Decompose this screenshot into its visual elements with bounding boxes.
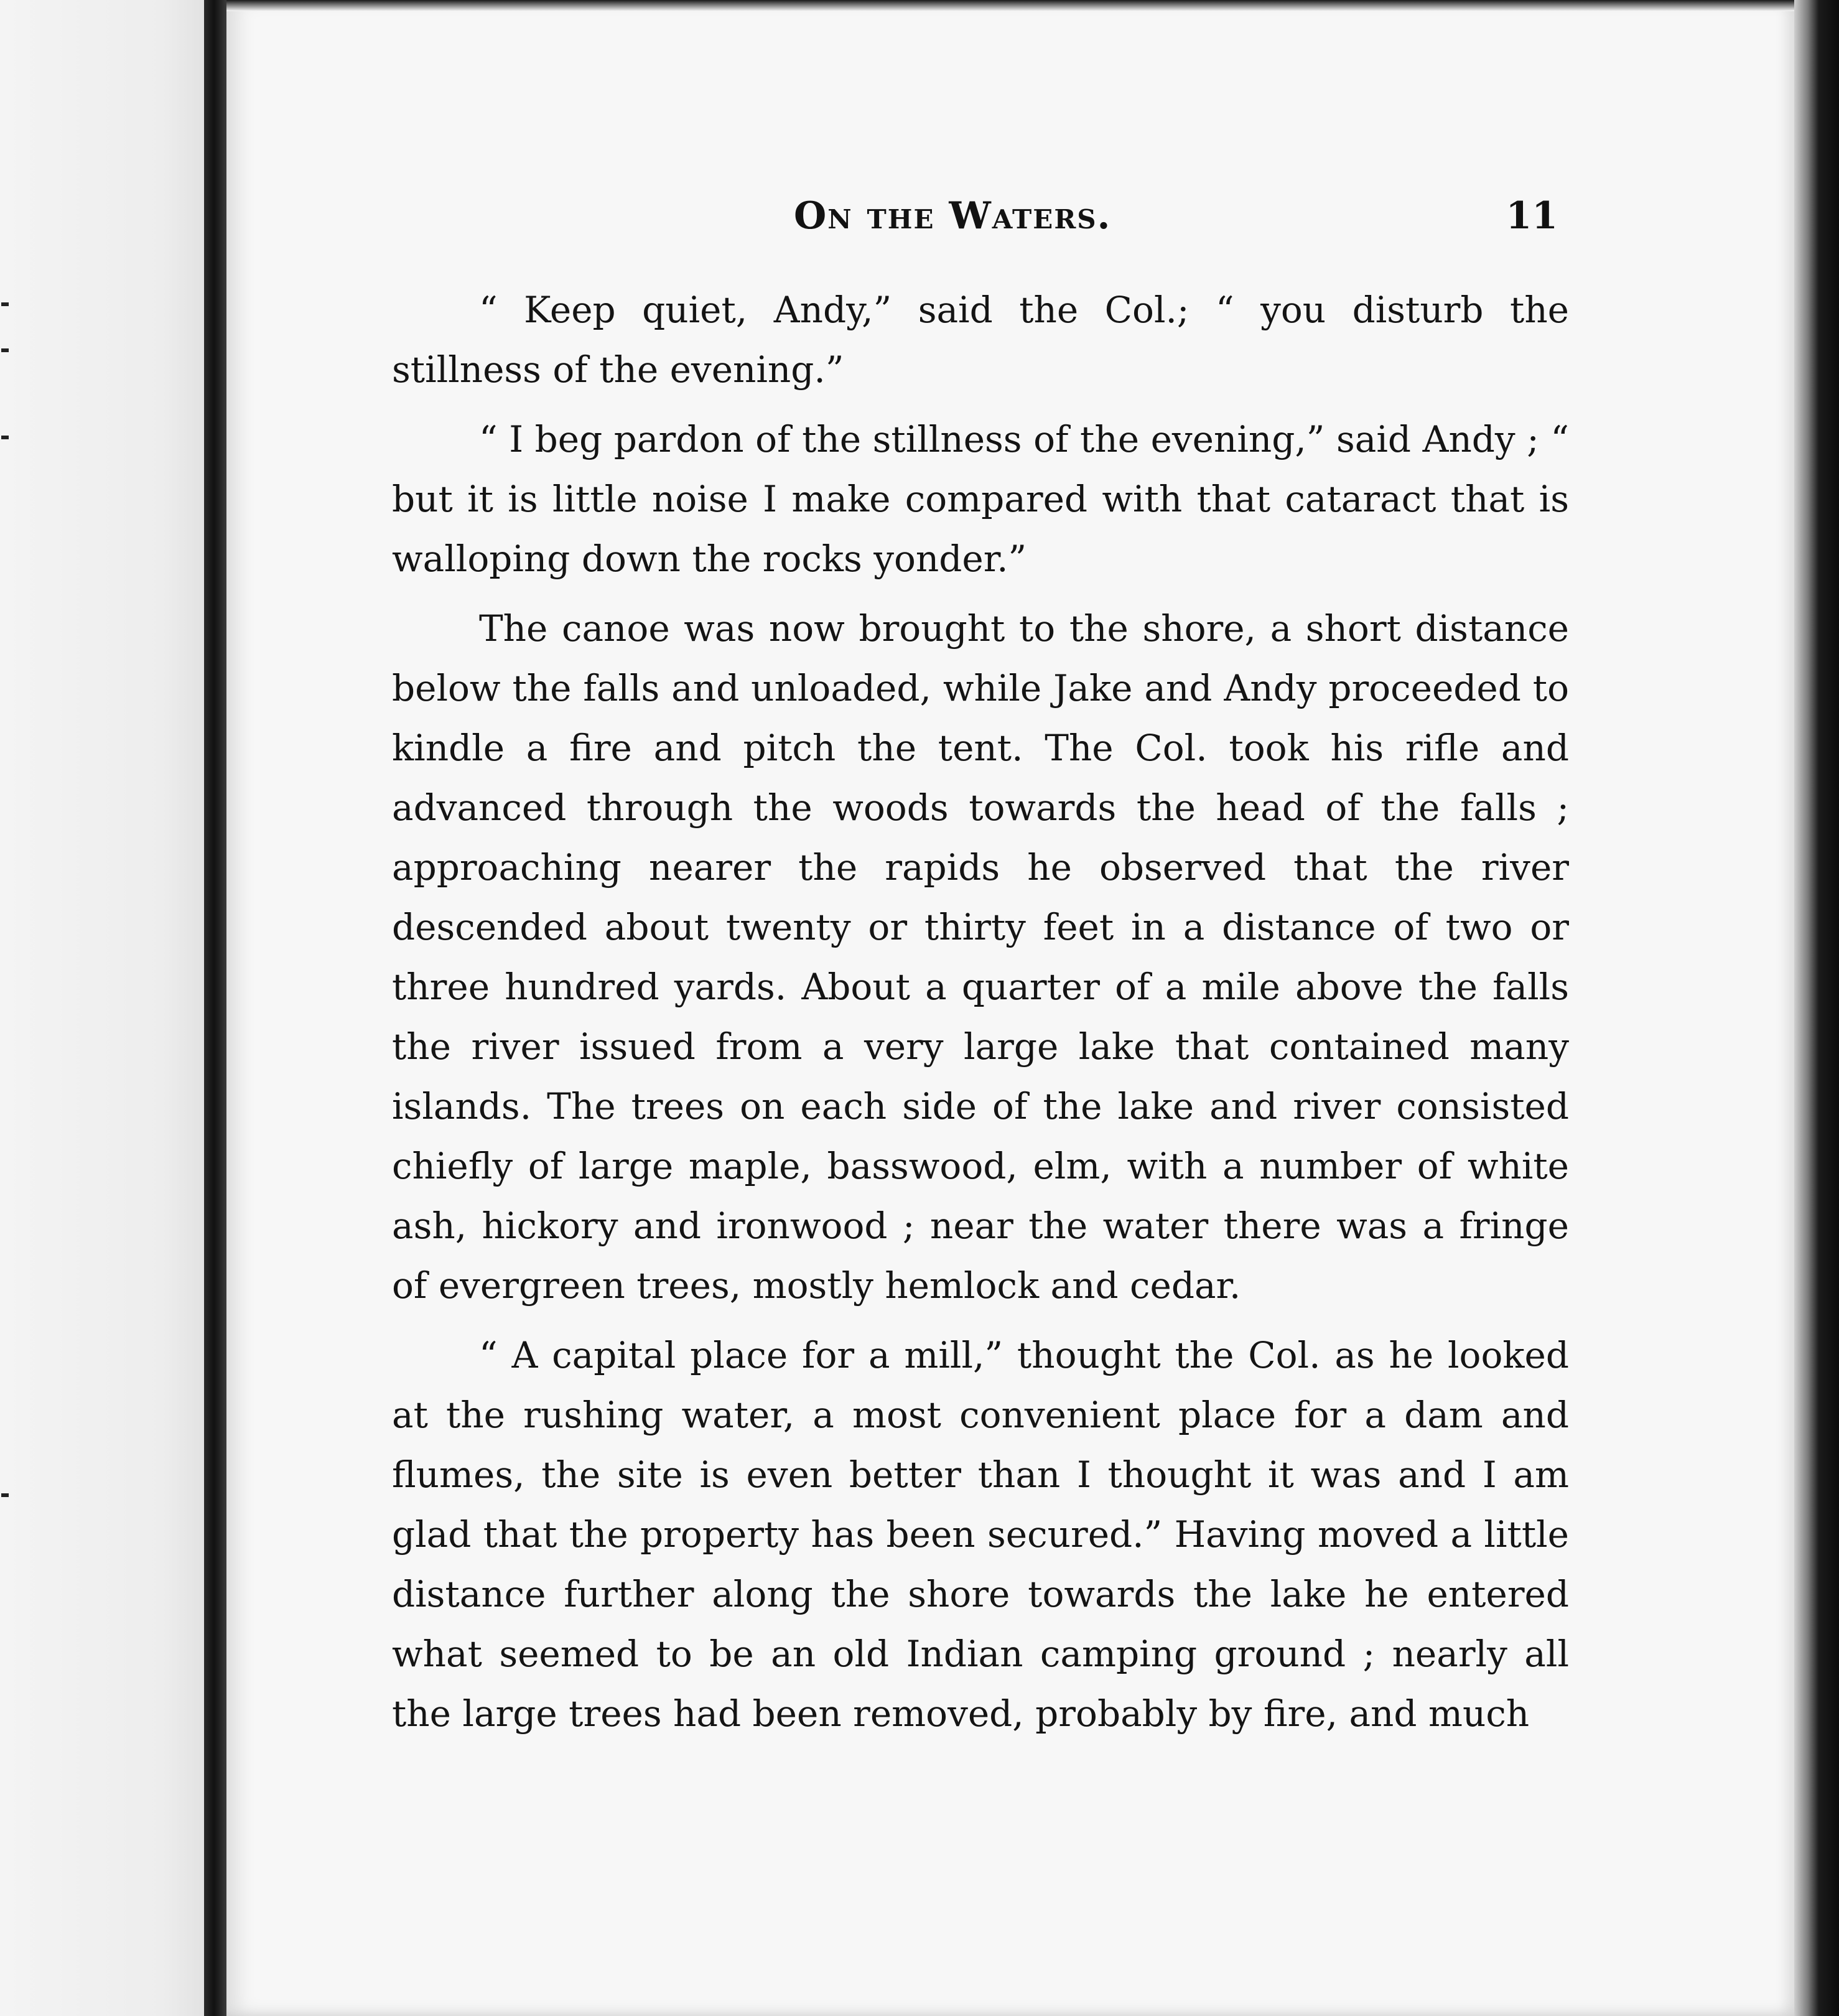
paragraph: “ A capital place for a mill,” thought the Col. as he looked at the rushing water, a most convenient place for a dam and flumes, the site is even better than I thought it was and I am glad that the property has been secured.” Having moved a little distance further along the shore towards the lake he entered what seemed to be an old Indian camping ground ; nearly all the large trees had been removed, probably by fire, and much [392, 1334, 1569, 1735]
book-block-edge [1794, 0, 1839, 2016]
facing-page-marks [0, 0, 12, 2016]
running-head [569, 194, 1558, 244]
paragraph: “ I beg pardon of the stillness of the evening,” said Andy ; “ but it is little noise I make compared with that cataract that is walloping down the rocks yonder.” [392, 418, 1569, 580]
paragraph: “ Keep quiet, Andy,” said the Col.; “ you disturb the stillness of the evening.” [392, 289, 1569, 391]
page-top-edge [226, 0, 1794, 11]
body-text [392, 280, 1569, 1753]
running-title: On the Waters. [794, 194, 1112, 238]
paragraph: The canoe was now brought to the shore, a short distance below the falls and unloaded, while Jake and Andy proceeded to kindle a fire and pitch the tent. The Col. took his rifle and advanced through the woods towards the head of the falls ; approaching nearer the rapids he observed that the river descended about twenty or thirty feet in a distance of two or three hundred yards. About a quarter of a mile above the falls the river issued from a very large lake that contained many islands. The trees on each side of the lake and river consisted chiefly of large maple, basswood, elm, with a number of white ash, hickory and ironwood ; near the water there was a fringe of evergreen trees, mostly hemlock and cedar. [392, 607, 1569, 1307]
facing-page-edge [0, 0, 204, 2016]
book-gutter [204, 0, 226, 2016]
page-number: 11 [1506, 194, 1558, 238]
